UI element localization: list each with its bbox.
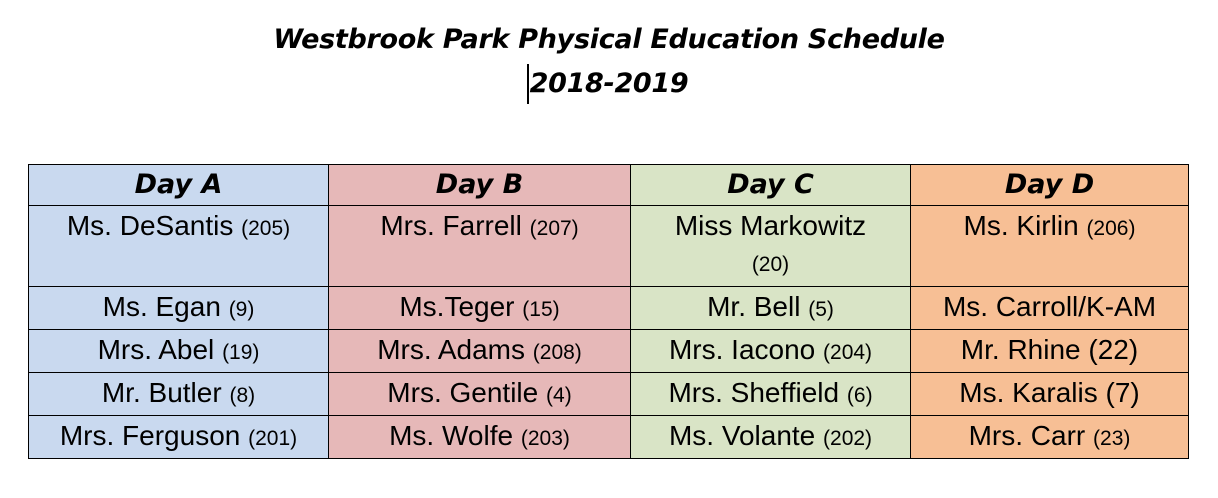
room-number: (203): [520, 427, 570, 450]
teacher-name: Mrs. Sheffield: [668, 377, 840, 408]
header-day-a: Day A: [29, 165, 329, 206]
teacher-cell: [631, 206, 911, 287]
room-number: (15): [522, 298, 560, 321]
header-day-c: Day C: [631, 165, 911, 206]
room-number: (20): [751, 253, 790, 276]
teacher-cell: [29, 287, 329, 330]
room-number: (19): [222, 341, 260, 364]
teacher-name: Ms. Wolfe: [389, 420, 514, 451]
teacher-cell: [329, 373, 631, 416]
document-title: [0, 18, 1218, 106]
teacher-cell: [631, 373, 911, 416]
teacher-name: Ms. Kirlin: [963, 210, 1079, 241]
teacher-cell: [911, 206, 1189, 287]
room-number: (23): [1093, 427, 1131, 450]
teacher-cell: [29, 206, 329, 287]
teacher-name: Ms.Teger: [399, 291, 515, 322]
room-number: (204): [823, 341, 873, 364]
table-row: [29, 416, 1189, 459]
teacher-cell: [329, 206, 631, 287]
teacher-name: Mrs. Farrell: [380, 210, 522, 241]
table-row: [29, 287, 1189, 330]
teacher-cell: [911, 373, 1189, 416]
header-day-b: Day B: [329, 165, 631, 206]
teacher-cell: [631, 416, 911, 459]
room-number: (6): [846, 384, 873, 407]
teacher-cell: [329, 416, 631, 459]
text-cursor: [527, 64, 529, 104]
teacher-cell: [329, 330, 631, 373]
teacher-name: Ms. Volante: [668, 420, 816, 451]
teacher-name: Mrs. Ferguson: [59, 420, 241, 451]
teacher-name: Mr. Rhine (22): [960, 334, 1139, 365]
room-number: (202): [823, 427, 873, 450]
header-row: [29, 165, 1189, 206]
schedule-table: [28, 164, 1189, 459]
room-number: (9): [228, 298, 255, 321]
teacher-name: Mrs. Gentile: [387, 377, 539, 408]
room-number: (205): [241, 217, 291, 240]
teacher-cell: [911, 287, 1189, 330]
table-row: [29, 373, 1189, 416]
table-row: [29, 206, 1189, 287]
school-year: 2018-2019: [529, 68, 689, 99]
table-row: [29, 330, 1189, 373]
teacher-name: Ms. Karalis (7): [959, 377, 1140, 408]
room-number: (208): [532, 341, 582, 364]
teacher-name: Mr. Bell: [707, 291, 801, 322]
teacher-name: Mrs. Carr: [968, 420, 1086, 451]
teacher-cell: [29, 373, 329, 416]
title-line-2: [0, 62, 1218, 106]
teacher-cell: [29, 330, 329, 373]
teacher-name: Mrs. Adams: [377, 334, 525, 365]
room-number: (201): [248, 427, 298, 450]
teacher-cell: [329, 287, 631, 330]
school-year-wrap: [530, 62, 689, 106]
room-number: (5): [808, 298, 834, 321]
teacher-name: Mrs. Iacono: [668, 334, 816, 365]
teacher-cell: [911, 330, 1189, 373]
teacher-name: Miss Markowitz: [674, 210, 867, 241]
teacher-name: Ms. Carroll/K-AM: [942, 291, 1157, 322]
teacher-name: Mr. Butler: [101, 377, 222, 408]
teacher-cell: [631, 330, 911, 373]
header-day-d: Day D: [911, 165, 1189, 206]
teacher-name: Mrs. Abel: [97, 334, 215, 365]
teacher-cell: [29, 416, 329, 459]
teacher-name: Ms. DeSantis: [66, 210, 234, 241]
teacher-cell: [631, 287, 911, 330]
teacher-name: Ms. Egan: [102, 291, 221, 322]
title-line-1: Westbrook Park Physical Education Schedule: [273, 24, 945, 55]
teacher-cell: [911, 416, 1189, 459]
room-number: (206): [1086, 217, 1136, 240]
room-number: (8): [229, 384, 256, 407]
room-number: (207): [529, 217, 579, 240]
room-number: (4): [546, 384, 572, 407]
